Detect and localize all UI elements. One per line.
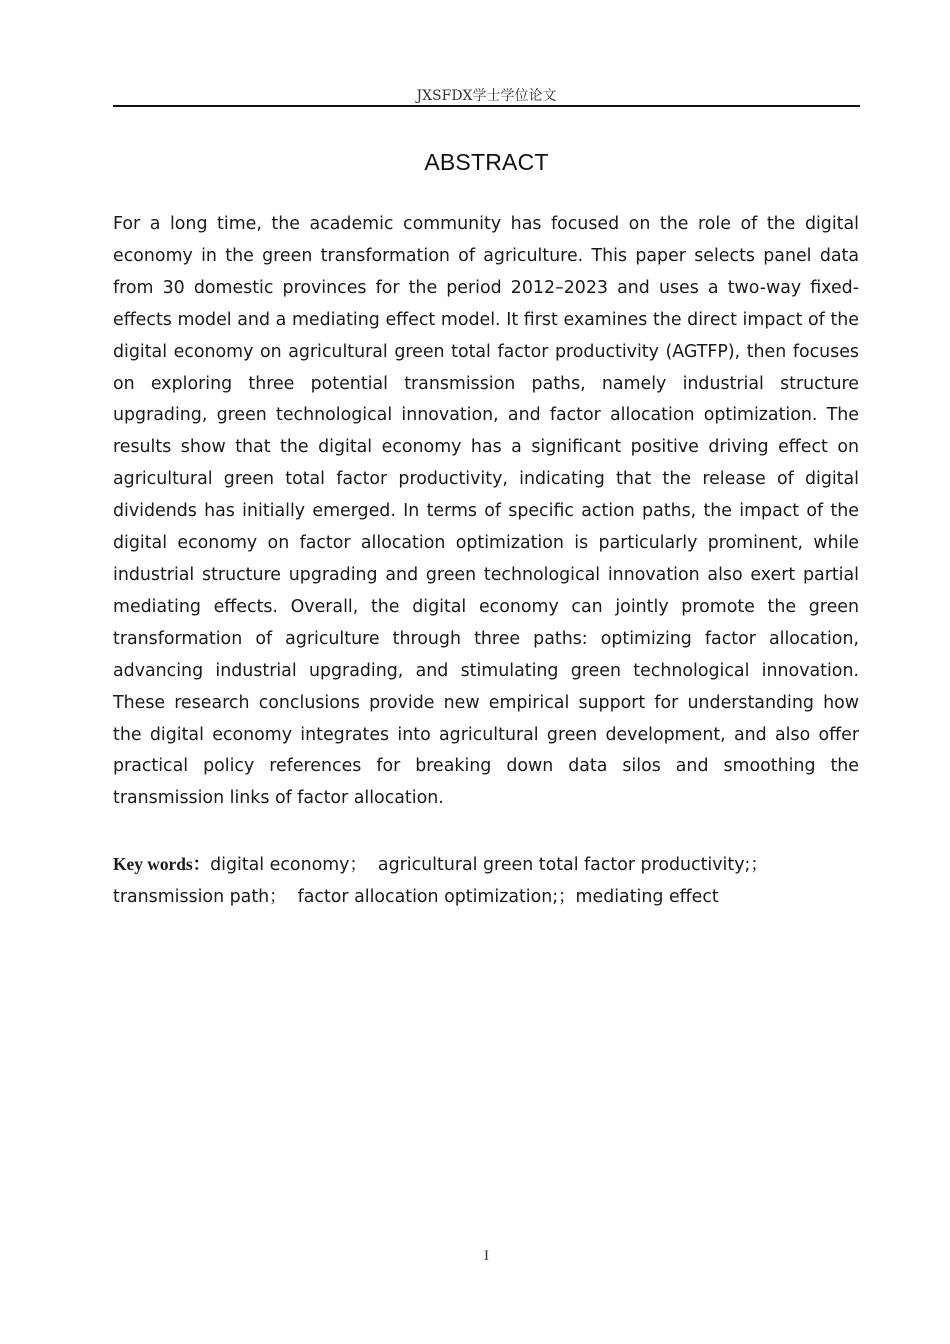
keywords-paragraph: [113, 848, 859, 913]
abstract-title: ABSTRACT: [424, 149, 549, 175]
running-header: JXSFDX学士学位论文: [416, 88, 557, 104]
keywords-label: Key words：: [113, 854, 211, 874]
header-rule: [113, 105, 860, 107]
page-number: I: [484, 1248, 489, 1264]
keywords-value: digital economy； agricultural green total factor productivity;； transmission path； factor allocation optimization;；mediating effect: [113, 855, 779, 907]
abstract-body: For a long time, the academic community has focused on the role of the digital economy in the green transformation of agriculture. This paper selects panel data from 30 domestic provinces for the period 2012–2023 and uses a two-way fixed-effects model and a mediating effect model. It first examines the direct impact of the digital economy on agricultural green total factor productivity (AGTFP), then focuses on exploring three potential transmission paths, namely industrial structure upgrading, green technological innovation, and factor allocation optimization. The results show that the digital economy has a significant positive driving effect on agricultural green total factor productivity, indicating that the release of digital dividends has initially emerged. In terms of specific action paths, the impact of the digital economy on factor allocation optimization is particularly prominent, while industrial structure upgrading and green technological innovation also exert partial mediating effects. Overall, the digital economy can jointly promote the green transformation of agriculture through three paths: optimizing factor allocation, advancing industrial upgrading, and stimulating green technological innovation. These research conclusions provide new empirical support for understanding how the digital economy integrates into agricultural green development, and also offer practical policy references for breaking down data silos and smoothing the transmission links of factor allocation.: [113, 214, 859, 809]
